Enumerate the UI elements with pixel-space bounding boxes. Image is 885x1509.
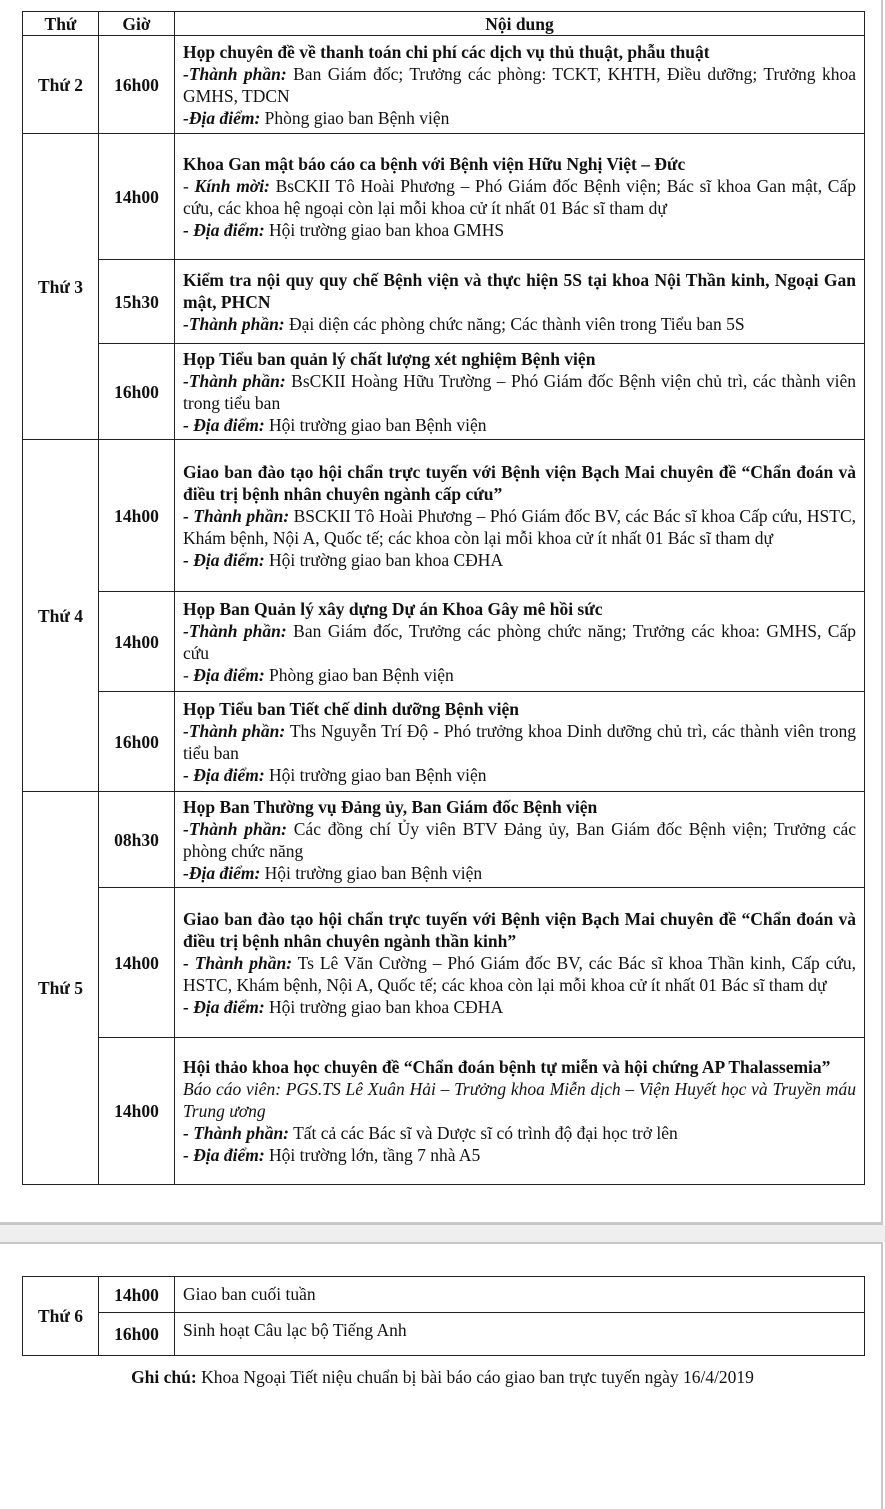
field-label: -Thành phần: [183,63,287,84]
text-segment: Đại diện các phòng chức năng; Các thành viên trong Tiểu ban 5S [284,313,745,334]
text-segment: Hội trường giao ban khoa GMHS [264,219,505,240]
text-segment: Hội trường lớn, tầng 7 nhà A5 [264,1145,481,1165]
text-segment: Họp Ban Thường vụ Đảng ủy, Ban Giám đốc Bệnh viện [183,796,598,817]
field-label: - Địa điểm: [183,219,265,240]
content-cell [175,692,865,792]
text-segment: Hội trường giao ban khoa CĐHA [264,996,504,1017]
event-detail [183,313,856,335]
event-title [183,598,856,620]
day-cell: Thứ 4 [23,440,99,792]
text-segment: - [183,664,194,685]
time-cell: 16h00 [99,36,175,134]
event-title [183,908,856,952]
time-cell: 14h00 [99,888,175,1038]
page-break [0,1225,885,1242]
footnote-text: Khoa Ngoại Tiết niệu chuẩn bị bài báo cáo giao ban trực tuyến ngày 16/4/2019 [196,1367,754,1387]
field-label: Kính mời: [194,175,270,196]
field-label: - Địa điểm: [183,549,265,570]
text-segment: Hội trường giao ban khoa CĐHA [264,549,504,570]
friday-schedule-table [22,1276,865,1356]
event-title [183,698,856,720]
time-cell: 16h00 [99,692,175,792]
event-detail [183,175,856,219]
event-detail [183,549,856,571]
text-segment: Phòng giao ban Bệnh viện [260,107,450,128]
time-cell: 08h30 [99,792,175,888]
table-row [23,134,865,260]
time-cell: 14h00 [99,592,175,692]
text-segment: Ban Giám đốc; Trưởng các phòng: TCKT, KHTH, Điều dưỡng; Trưởng khoa GMHS, TDCN [183,63,857,106]
time-cell: 14h00 [99,440,175,592]
field-label: - Thành phần: [183,952,293,973]
table-row [23,36,865,134]
table-row [23,260,865,344]
table-row [23,792,865,888]
day-cell: Thứ 2 [23,36,99,134]
text-segment: Tất cả các Bác sĩ và Dược sĩ có trình độ đại học trở lên [289,1123,678,1143]
header-content: Nội dung [175,12,865,36]
time-cell: 15h30 [99,260,175,344]
event-detail [183,818,856,862]
time-cell: 14h00 [99,1038,175,1185]
text-segment: Hội trường giao ban Bệnh viện [260,862,483,883]
event-detail [183,219,856,241]
field-label: -Thành phần: [183,370,286,391]
text-segment: Họp chuyên đề về thanh toán chi phí các dịch vụ thủ thuật, phẫu thuật [183,41,710,62]
event-detail [183,63,856,107]
table-row [23,1038,865,1185]
text-segment: Khoa Gan mật báo cáo ca bệnh với Bệnh viện Hữu Nghị Việt – Đức [183,153,686,174]
field-label: - Địa điểm: [183,414,265,435]
text-segment: Phòng giao ban Bệnh viện [264,664,454,685]
event-title [183,461,856,505]
event-detail [183,952,856,996]
content-cell [175,792,865,888]
event-detail [183,107,856,129]
event-detail [183,505,856,549]
header-day: Thứ [23,12,99,36]
text-segment: Các đồng chí Ủy viên BTV Đảng ủy, Ban Giám đốc Bệnh viện; Trưởng các phòng chức năng [183,818,857,861]
footnote [0,1367,885,1388]
field-label: - Địa điểm: [183,996,265,1017]
field-label: -Thành phần: [183,818,288,839]
content-cell [175,344,865,440]
event-detail [183,370,856,414]
field-label: - Địa điểm: [183,764,265,785]
time-cell: 14h00 [99,1277,175,1313]
event-detail [183,620,856,664]
field-label: -Thành phần: [183,720,286,741]
text-segment: - [183,175,195,196]
field-label: -Địa điểm: [183,862,261,883]
event-detail [183,1122,856,1144]
text-segment: BsCKII Tô Hoài Phương – Phó Giám đốc Bệnh viện; Bác sĩ khoa Gan mật, Cấp cứu, các khoa hệ ngoại còn lại mỗi khoa cử ít nhất 01 Bác sĩ tham dự [183,175,856,218]
event-title [183,348,856,370]
event-detail [183,862,856,884]
text-segment: Ts Lê Văn Cường – Phó Giám đốc BV, các Bác sĩ khoa Thần kinh, Cấp cứu, HSTC, Khám bệnh, Nội A, Quốc tế; các khoa còn lại mỗi khoa cử ít nhất 01 Bác sĩ tham dự [183,952,856,995]
field-label: -Thành phần: [183,313,285,334]
table-row [23,440,865,592]
content-cell [175,888,865,1038]
field-label: -Địa điểm: [183,107,261,128]
event-title [183,1056,856,1078]
content-cell [175,36,865,134]
day-cell: Thứ 3 [23,134,99,440]
event-title [183,269,856,313]
field-label: -Thành phần: [183,620,287,641]
time-cell: 14h00 [99,134,175,260]
text-segment: Hội trường giao ban Bệnh viện [264,764,487,785]
text-segment: Kiểm tra nội quy quy chế Bệnh viện và thực hiện 5S tại khoa Nội Thần kinh, Ngoại Gan mật, PHCN [183,269,856,312]
text-segment: Họp Tiểu ban Tiết chế dinh dưỡng Bệnh viện [183,698,519,719]
content-cell [175,134,865,260]
table-row [23,1277,865,1313]
table-row [23,592,865,692]
text-segment: Hội thảo khoa học chuyên đề “Chẩn đoán bệnh tự miễn và hội chứng AP Thalassemia” [183,1057,831,1077]
field-label: - Địa điểm: [183,1145,265,1165]
event-title [183,41,856,63]
event-detail [183,414,856,436]
table-row [23,888,865,1038]
field-label: - Thành phần: [183,505,290,526]
content-cell [175,440,865,592]
text-segment: BsCKII Hoàng Hữu Trường – Phó Giám đốc Bệnh viện chủ trì, các thành viên trong tiểu ban [183,370,856,413]
content-cell [175,1038,865,1185]
text-segment: BSCKII Tô Hoài Phương – Phó Giám đốc BV, các Bác sĩ khoa Cấp cứu, HSTC, Khám bệnh, Nội A, Quốc tế; các khoa còn lại mỗi khoa cử ít nhất 01 Bác sĩ tham dự [183,505,856,548]
text-segment: Báo cáo viên: PGS.TS Lê Xuân Hải – Trưởng khoa Miễn dịch – Viện Huyết học và Truyền máu Trung ương [183,1079,856,1121]
text-segment: Họp Ban Quản lý xây dựng Dự án Khoa Gây mê hồi sức [183,598,603,619]
day-cell: Thứ 6 [23,1277,99,1356]
day-cell: Thứ 5 [23,792,99,1185]
event-title [183,796,856,818]
table-row [23,692,865,792]
time-cell: 16h00 [99,1313,175,1356]
table-header-row [23,12,865,36]
table-row [23,1313,865,1356]
text-segment: Ths Nguyễn Trí Độ - Phó trưởng khoa Dinh dưỡng chủ trì, các thành viên trong tiểu ban [183,720,856,763]
event-detail [183,1144,856,1166]
event-detail [183,996,856,1018]
text-segment: Ban Giám đốc, Trưởng các phòng chức năng; Trưởng các khoa: GMHS, Cấp cứu [183,620,856,663]
schedule-table [22,11,865,1185]
content-cell [175,260,865,344]
content-cell: Giao ban cuối tuần [175,1277,865,1313]
table-row [23,344,865,440]
content-cell [175,592,865,692]
text-segment: Họp Tiểu ban quản lý chất lượng xét nghiệm Bệnh viện [183,348,596,369]
event-detail [183,1078,856,1122]
text-segment: Giao ban đào tạo hội chẩn trực tuyến với Bệnh viện Bạch Mai chuyên đề “Chẩn đoán và điều trị bệnh nhân chuyên ngành thần kinh” [183,908,856,951]
event-detail [183,720,856,764]
time-cell: 16h00 [99,344,175,440]
event-detail [183,664,856,686]
content-cell: Sinh hoạt Câu lạc bộ Tiếng Anh [175,1313,865,1356]
event-title [183,153,856,175]
event-detail [183,764,856,786]
header-time: Giờ [99,12,175,36]
field-label: Địa điểm: [193,664,265,685]
footnote-label: Ghi chú: [131,1367,197,1387]
text-segment: Hội trường giao ban Bệnh viện [264,414,487,435]
field-label: - Thành phần: [183,1123,290,1143]
text-segment: Giao ban đào tạo hội chẩn trực tuyến với Bệnh viện Bạch Mai chuyên đề “Chẩn đoán và điều trị bệnh nhân chuyên ngành cấp cứu” [183,461,856,504]
